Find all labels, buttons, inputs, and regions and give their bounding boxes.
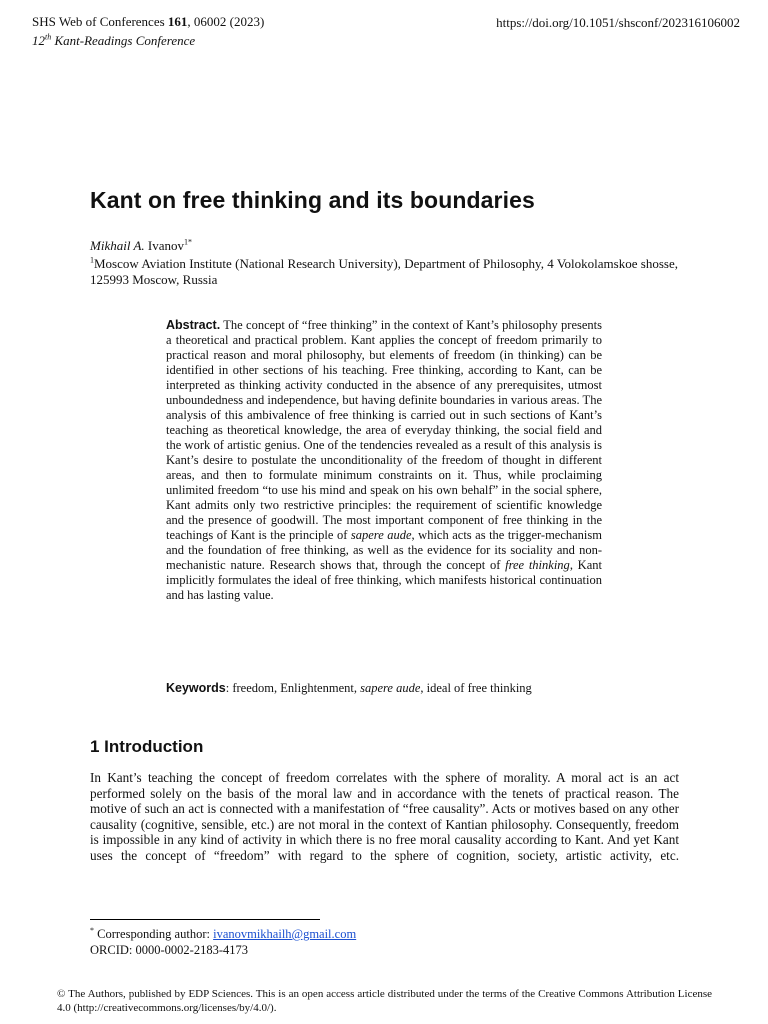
author-family-name: Ivanov [144,238,184,253]
conference-name: Kant-Readings Conference [51,33,196,48]
footnote [90,926,356,958]
footnote-label: Corresponding author: [94,927,214,941]
abstract-text-1: The concept of “free thinking” in the context of Kant’s philosophy presents a theoretical and practical problem. Kant applies the concept of freedom primarily to practical reason and moral philosophy, but elements of freedom (in thinking) can be identified in other sections of his teaching. Free thinking, according to Kant, can be interpreted as thinking activity conducted in the absence of any prerequisites, utmost unboundedness and independence, but having definite boundaries in various areas. The analysis of this ambivalence of free thinking is carried out in such sections of Kant’s teaching as theoretical knowledge, the area of everyday thinking, the social field and the work of artistic genius. One of the tendencies revealed as a result of this analysis is Kant’s desire to postulate the unconditionality of the freedom of thought in different areas, and then to formulate minimum constraints on it. Thus, while proclaiming unlimited freedom “to use his mind and speak on his own behalf” in the social sphere, Kant admits only two restrictive principles: the requirement of scientific knowledge and the presence of goodwill. The most important component of free thinking in the teachings of Kant is the principle of [166,318,602,542]
section-heading-introduction: 1 Introduction [90,737,204,756]
keywords-label: Keywords [166,681,226,695]
journal-volume: 161 [167,14,188,29]
paper-title: Kant on free thinking and its boundaries [90,187,535,213]
conference-ordinal: 12 [32,33,45,48]
abstract [166,318,602,603]
footnote-marker: * [90,925,94,935]
abstract-text-2: , which acts as the trigger-mechanism and the foundation of free thinking, as well as the evidence for its sociality and non-mechanistic nature. Research shows that, through the concept of [166,528,602,572]
conference-ordinal-suffix: th [45,32,52,42]
journal-line [32,12,264,31]
abstract-emphasis-2: free thinking [505,558,570,572]
keywords-text-1: : freedom, Enlightenment, [225,681,361,695]
abstract-label: Abstract. [166,318,221,332]
introduction-paragraph: In Kant’s teaching the concept of freedom correlates with the sphere of morality. A moral act is an act performed solely on the basis of the moral law and in accordance with the tenets of practical reason. The motive of such an act is connected with a manifestation of “free causality”. Acts or motives based on any other causality (cognitive, sensible, etc.) are not moral in the context of Kantian philosophy. Consequently, freedom is impossible in any kind of activity in which there is no free moral causality according to Kant. And yet Kant uses the concept of “freedom” with regard to the sphere of cognition, society, artistic activity, etc. [90,770,679,863]
keywords-emphasis: sapere aude [360,681,421,695]
doi-link[interactable]: https://doi.org/10.1051/shsconf/202316106002 [496,15,740,30]
footnote-corresponding [90,926,356,942]
author-marker: 1* [184,237,192,247]
abstract-emphasis-1: sapere aude [350,528,412,542]
footnote-divider [90,919,320,920]
affiliation-marker: 1 [90,255,94,265]
keywords-text-2: , ideal of free thinking [420,681,532,695]
footnote-orcid: ORCID: 0000-0002-2183-4173 [90,943,248,957]
author-given-name: Mikhail A. [90,238,145,253]
keywords [166,681,602,696]
running-header [32,12,264,50]
affiliation [90,256,678,287]
journal-issue: , 06002 (2023) [187,14,265,29]
author-email-link[interactable]: ivanovmikhailh@gmail.com [213,927,357,941]
journal-name: SHS Web of Conferences [32,14,168,29]
license-footer: © The Authors, published by EDP Sciences. This is an open access article distributed under the terms of the Creative Commons Attribution License 4.0 (http://creativecommons.org/licenses/by/4.0/). [57,988,712,1014]
affiliation-text: Moscow Aviation Institute (National Research University), Department of Philosophy, 4 Volokolamskoe shosse, 125993 Moscow, Russia [90,256,678,287]
conference-line [32,31,264,50]
author-line [90,238,192,254]
abstract-text-3: , Kant implicitly formulates the ideal of free thinking, which manifests historical continuation and has lasting value. [166,558,602,602]
